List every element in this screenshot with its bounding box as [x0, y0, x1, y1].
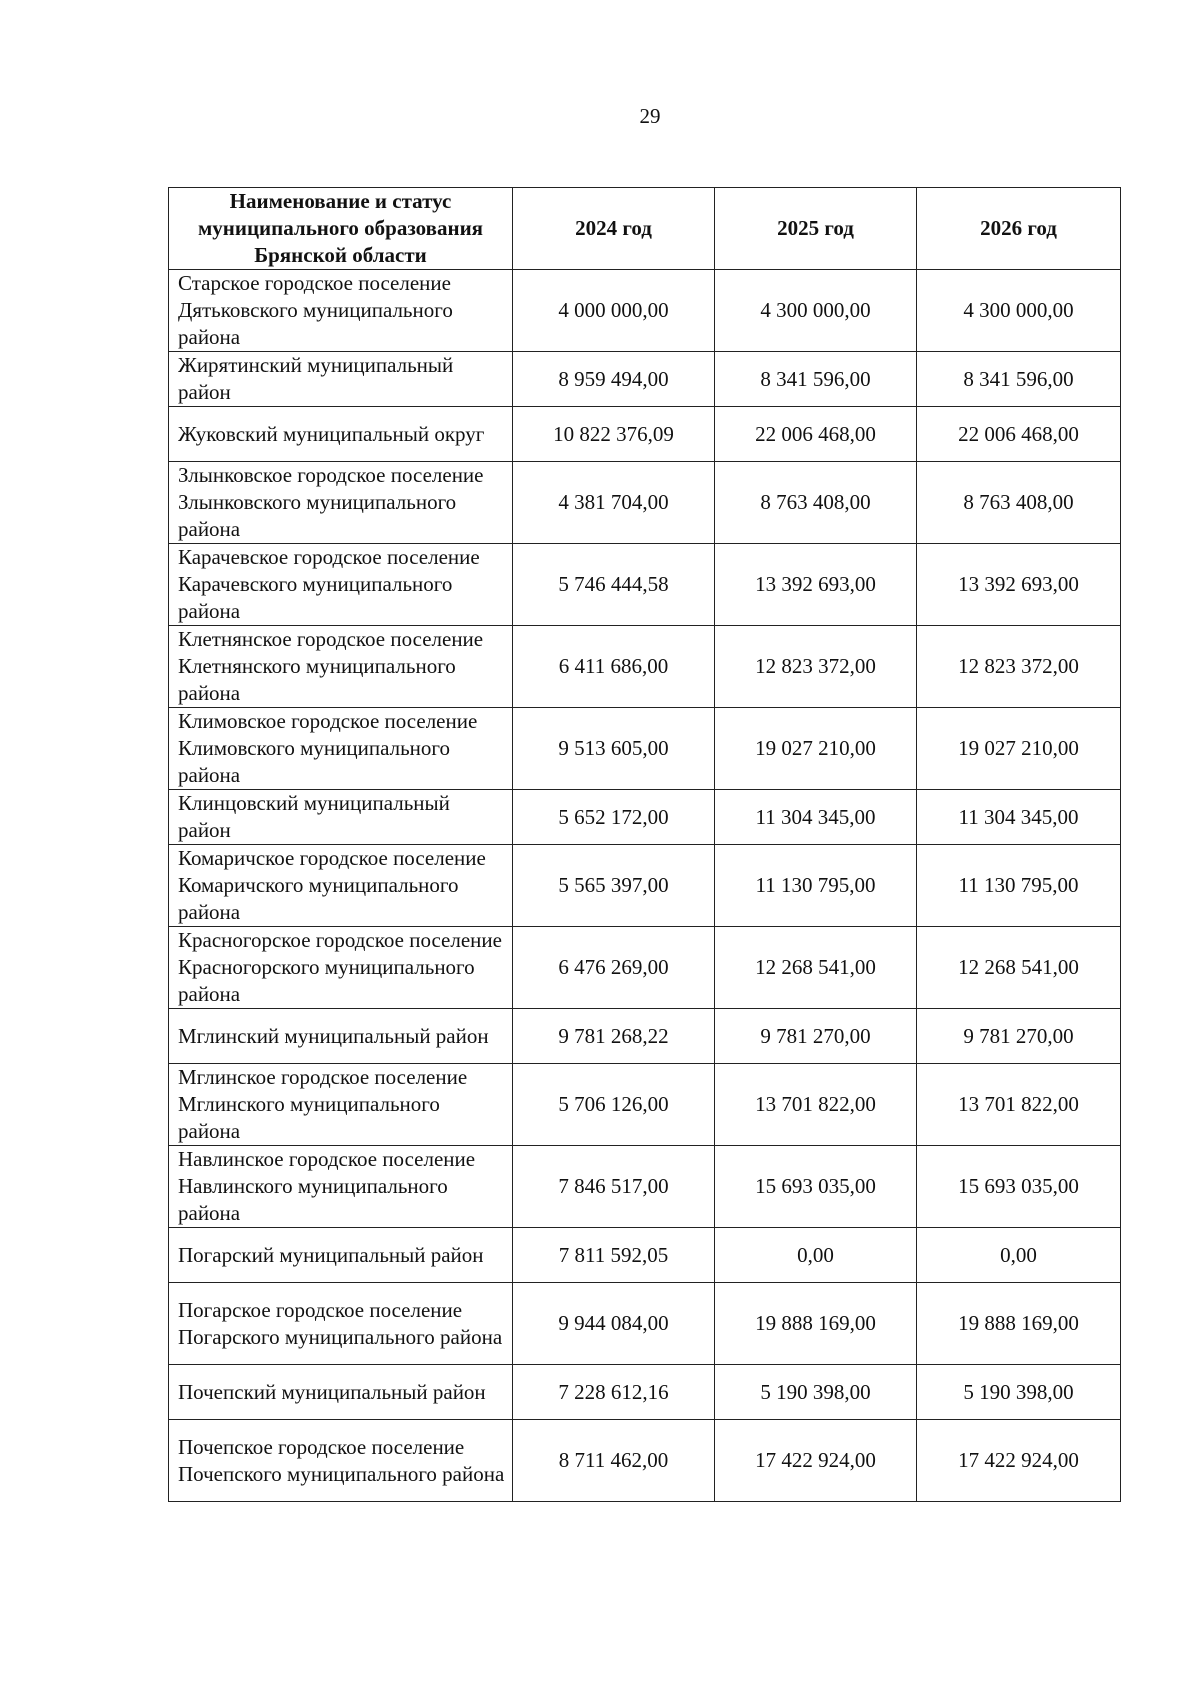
table-row [169, 1146, 1121, 1228]
table-row [169, 352, 1121, 407]
cell-2025-amount: 4 300 000,00 [715, 270, 917, 352]
cell-2024-amount: 7 228 612,16 [513, 1365, 715, 1420]
cell-municipality-name: Мглинский муниципальный район [169, 1009, 513, 1064]
cell-2024-amount: 10 822 376,09 [513, 407, 715, 462]
cell-municipality-name: Погарский муниципальный район [169, 1228, 513, 1283]
cell-municipality-name: Мглинское городское поселение Мглинского муниципального района [169, 1064, 513, 1146]
table-row [169, 462, 1121, 544]
cell-2026-amount: 8 341 596,00 [917, 352, 1121, 407]
cell-2025-amount: 11 304 345,00 [715, 790, 917, 845]
header-municipality: Наименование и статус муниципального образования Брянской области [169, 188, 513, 270]
cell-2024-amount: 9 513 605,00 [513, 708, 715, 790]
table-row [169, 270, 1121, 352]
table-row [169, 708, 1121, 790]
cell-municipality-name: Погарское городское поселение Погарского муниципального района [169, 1283, 513, 1365]
cell-2025-amount: 17 422 924,00 [715, 1420, 917, 1502]
cell-2025-amount: 22 006 468,00 [715, 407, 917, 462]
table-row [169, 1283, 1121, 1365]
header-2024: 2024 год [513, 188, 715, 270]
cell-2026-amount: 4 300 000,00 [917, 270, 1121, 352]
cell-2026-amount: 13 701 822,00 [917, 1064, 1121, 1146]
cell-2024-amount: 5 652 172,00 [513, 790, 715, 845]
cell-2024-amount: 5 746 444,58 [513, 544, 715, 626]
cell-2024-amount: 4 000 000,00 [513, 270, 715, 352]
cell-2025-amount: 19 027 210,00 [715, 708, 917, 790]
header-2026: 2026 год [917, 188, 1121, 270]
cell-municipality-name: Жуковский муниципальный округ [169, 407, 513, 462]
allocation-table-wrapper [168, 187, 1120, 1502]
table-row [169, 790, 1121, 845]
cell-municipality-name: Почепский муниципальный район [169, 1365, 513, 1420]
cell-2025-amount: 8 763 408,00 [715, 462, 917, 544]
table-row [169, 407, 1121, 462]
table-row [169, 845, 1121, 927]
cell-2026-amount: 5 190 398,00 [917, 1365, 1121, 1420]
cell-2025-amount: 0,00 [715, 1228, 917, 1283]
table-header [169, 188, 1121, 270]
cell-municipality-name: Почепское городское поселение Почепского муниципального района [169, 1420, 513, 1502]
cell-municipality-name: Клинцовский муниципальный район [169, 790, 513, 845]
cell-2024-amount: 6 476 269,00 [513, 927, 715, 1009]
table-row [169, 1228, 1121, 1283]
table-row [169, 1009, 1121, 1064]
cell-2024-amount: 5 565 397,00 [513, 845, 715, 927]
cell-2026-amount: 19 888 169,00 [917, 1283, 1121, 1365]
cell-2026-amount: 22 006 468,00 [917, 407, 1121, 462]
allocation-table [168, 187, 1121, 1502]
cell-municipality-name: Клетнянское городское поселение Клетнянского муниципального района [169, 626, 513, 708]
table-row [169, 1064, 1121, 1146]
cell-2025-amount: 9 781 270,00 [715, 1009, 917, 1064]
cell-2024-amount: 4 381 704,00 [513, 462, 715, 544]
cell-2024-amount: 6 411 686,00 [513, 626, 715, 708]
cell-2026-amount: 11 130 795,00 [917, 845, 1121, 927]
cell-municipality-name: Навлинское городское поселение Навлинского муниципального района [169, 1146, 513, 1228]
cell-2024-amount: 8 711 462,00 [513, 1420, 715, 1502]
cell-municipality-name: Комаричское городское поселение Комаричского муниципального района [169, 845, 513, 927]
page-number: 29 [639, 104, 661, 128]
cell-2024-amount: 7 846 517,00 [513, 1146, 715, 1228]
cell-2025-amount: 19 888 169,00 [715, 1283, 917, 1365]
cell-municipality-name: Карачевское городское поселение Карачевского муниципального района [169, 544, 513, 626]
cell-municipality-name: Климовское городское поселение Климовского муниципального района [169, 708, 513, 790]
cell-2025-amount: 11 130 795,00 [715, 845, 917, 927]
cell-2025-amount: 13 701 822,00 [715, 1064, 917, 1146]
cell-2026-amount: 15 693 035,00 [917, 1146, 1121, 1228]
cell-2025-amount: 15 693 035,00 [715, 1146, 917, 1228]
cell-2026-amount: 13 392 693,00 [917, 544, 1121, 626]
table-row [169, 1365, 1121, 1420]
table-header-row [169, 188, 1121, 270]
cell-2026-amount: 11 304 345,00 [917, 790, 1121, 845]
cell-2025-amount: 8 341 596,00 [715, 352, 917, 407]
cell-2024-amount: 5 706 126,00 [513, 1064, 715, 1146]
cell-municipality-name: Старское городское поселение Дятьковского муниципального района [169, 270, 513, 352]
table-row [169, 626, 1121, 708]
cell-2026-amount: 19 027 210,00 [917, 708, 1121, 790]
cell-2026-amount: 0,00 [917, 1228, 1121, 1283]
cell-municipality-name: Злынковское городское поселение Злынковского муниципального района [169, 462, 513, 544]
cell-2026-amount: 17 422 924,00 [917, 1420, 1121, 1502]
cell-2024-amount: 9 781 268,22 [513, 1009, 715, 1064]
cell-2024-amount: 8 959 494,00 [513, 352, 715, 407]
cell-2026-amount: 8 763 408,00 [917, 462, 1121, 544]
table-row [169, 927, 1121, 1009]
cell-2025-amount: 5 190 398,00 [715, 1365, 917, 1420]
cell-2025-amount: 12 823 372,00 [715, 626, 917, 708]
cell-2026-amount: 12 823 372,00 [917, 626, 1121, 708]
table-row [169, 544, 1121, 626]
cell-2024-amount: 9 944 084,00 [513, 1283, 715, 1365]
cell-2026-amount: 9 781 270,00 [917, 1009, 1121, 1064]
cell-2025-amount: 12 268 541,00 [715, 927, 917, 1009]
cell-2024-amount: 7 811 592,05 [513, 1228, 715, 1283]
table-row [169, 1420, 1121, 1502]
cell-2025-amount: 13 392 693,00 [715, 544, 917, 626]
table-body [169, 270, 1121, 1502]
header-2025: 2025 год [715, 188, 917, 270]
cell-municipality-name: Жирятинский муниципальный район [169, 352, 513, 407]
cell-2026-amount: 12 268 541,00 [917, 927, 1121, 1009]
cell-municipality-name: Красногорское городское поселение Красногорского муниципального района [169, 927, 513, 1009]
